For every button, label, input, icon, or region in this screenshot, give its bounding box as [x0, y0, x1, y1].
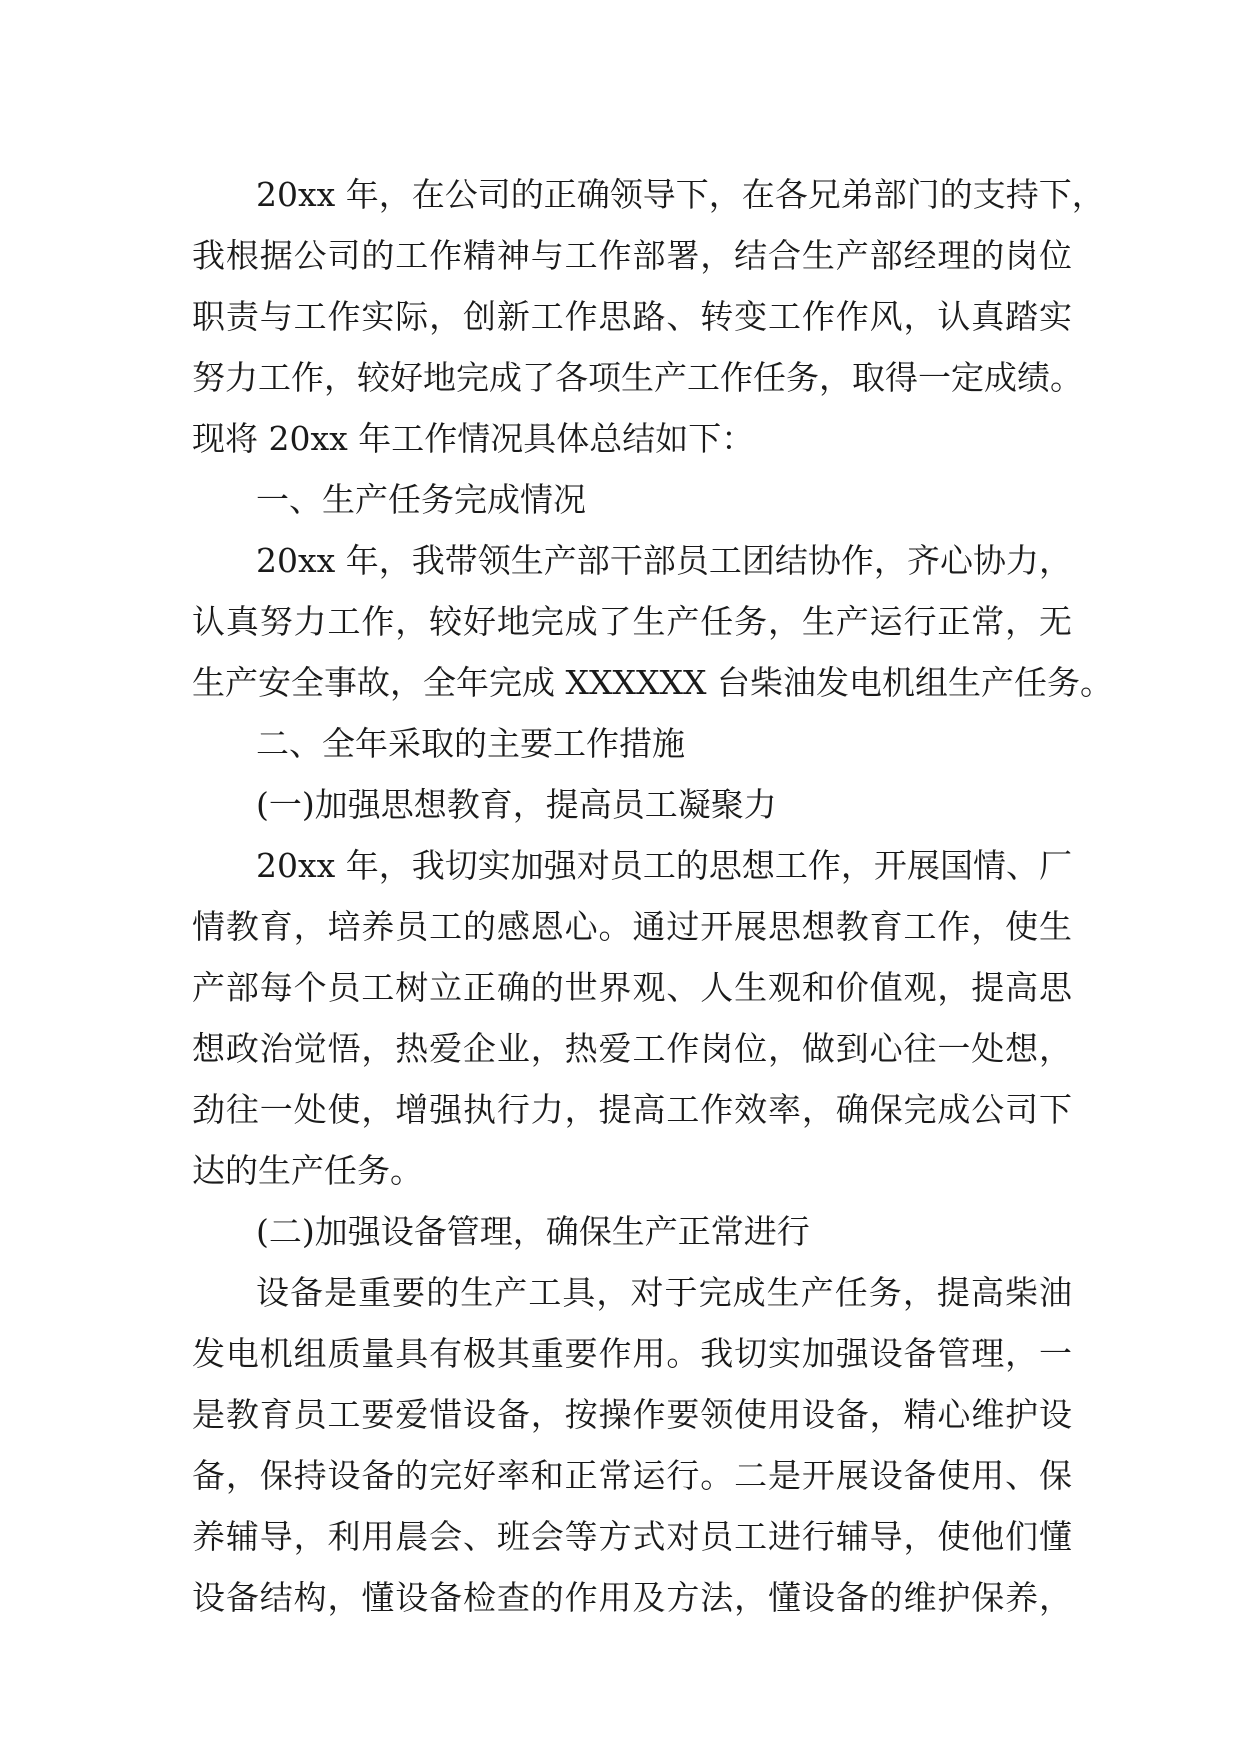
- paragraph-line: 劲往一处使，增强执行力，提高工作效率，确保完成公司下: [192, 1090, 1072, 1129]
- paragraph-line: 是教育员工要爱惜设备，按操作要领使用设备，精心维护设: [192, 1395, 1072, 1434]
- paragraph-line: 备，保持设备的完好率和正常运行。二是开展设备使用、保: [192, 1456, 1072, 1495]
- section-heading: 二、全年采取的主要工作措施: [256, 724, 685, 763]
- paragraph-line: 想政治觉悟，热爱企业，热爱工作岗位，做到心往一处想，: [192, 1029, 1072, 1068]
- paragraph-line: 20xx 年，我带领生产部干部员工团结协作，齐心协力，: [256, 541, 1072, 580]
- document-body: [192, 164, 1113, 1628]
- paragraph-line: 职责与工作实际，创新工作思路、转变工作作风，认真踏实: [192, 297, 1072, 336]
- paragraph-line: 生产安全事故，全年完成 XXXXXX 台柴油发电机组生产任务。: [192, 663, 1113, 702]
- section-heading: 一、生产任务完成情况: [256, 480, 586, 519]
- subsection-heading: (二)加强设备管理，确保生产正常进行: [256, 1212, 810, 1251]
- paragraph-line: 现将 20xx 年工作情况具体总结如下：: [192, 419, 755, 458]
- paragraph-line: 努力工作，较好地完成了各项生产工作任务，取得一定成绩。: [192, 358, 1083, 397]
- paragraph-line: 发电机组质量具有极其重要作用。我切实加强设备管理，一: [192, 1334, 1072, 1373]
- paragraph-line: 设备是重要的生产工具，对于完成生产任务，提高柴油: [256, 1273, 1072, 1312]
- paragraph-line: 20xx 年，在公司的正确领导下，在各兄弟部门的支持下，: [256, 175, 1105, 214]
- paragraph-line: 认真努力工作，较好地完成了生产任务，生产运行正常，无: [192, 602, 1072, 641]
- subsection-heading: (一)加强思想教育，提高员工凝聚力: [256, 785, 777, 824]
- paragraph-line: 养辅导，利用晨会、班会等方式对员工进行辅导，使他们懂: [192, 1517, 1072, 1556]
- paragraph-line: 设备结构，懂设备检查的作用及方法，懂设备的维护保养，: [192, 1578, 1072, 1617]
- paragraph-line: 20xx 年，我切实加强对员工的思想工作，开展国情、厂: [256, 846, 1072, 885]
- paragraph-line: 达的生产任务。: [192, 1151, 423, 1190]
- paragraph-line: 我根据公司的工作精神与工作部署，结合生产部经理的岗位: [192, 236, 1072, 275]
- paragraph-line: 产部每个员工树立正确的世界观、人生观和价值观，提高思: [192, 968, 1072, 1007]
- paragraph-line: 情教育，培养员工的感恩心。通过开展思想教育工作，使生: [192, 907, 1072, 946]
